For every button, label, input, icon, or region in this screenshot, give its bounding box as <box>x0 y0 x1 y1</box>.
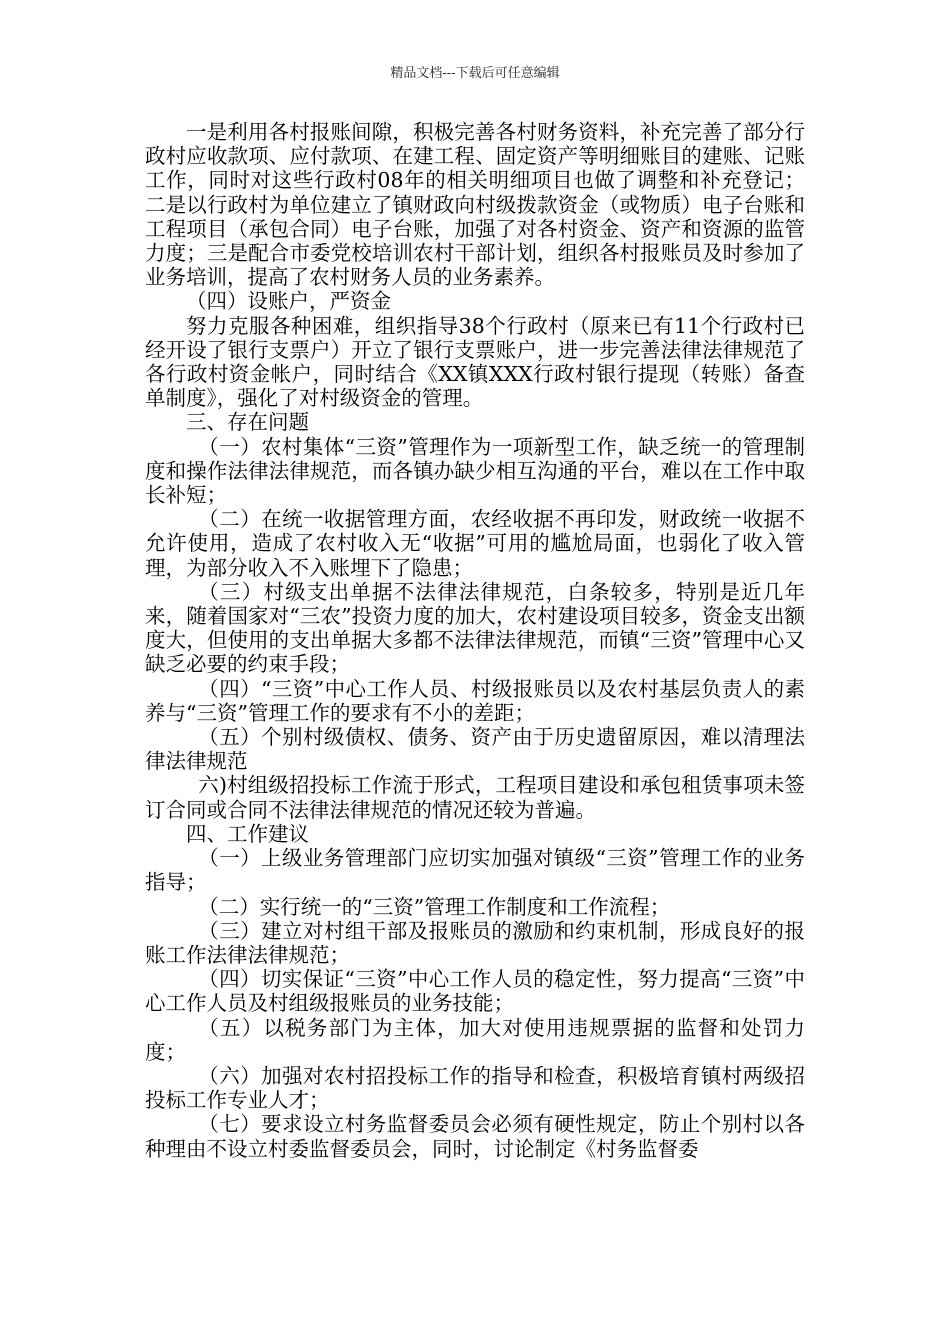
suggestion-item-5: （五）以税务部门为主体，加大对使用违规票据的监督和处罚力度； <box>145 1015 805 1064</box>
section-heading-4: （四）设账户，严资金 <box>186 289 391 314</box>
problem-item-1: （一）农村集体“三资”管理作为一项新型工作，缺乏统一的管理制度和操作法律法律规范，而各镇办缺少相互沟通的平台，难以在工作中取长补短； <box>145 434 805 508</box>
suggestion-item-6: （六）加强对农村招投标工作的指导和检查，积极培育镇村两级招投标工作专业人才； <box>145 1063 805 1113</box>
suggestion-item-2: （二）实行统一的“三资”管理工作制度和工作流程； <box>198 894 671 919</box>
problem-item-2: （二）在统一收据管理方面，农经收据不再印发，财政统一收据不允许使用，造成了农村收入无“收据”可用的尴尬局面，也弱化了收入管理，为部分收入不入账埋下了隐患； <box>145 507 805 580</box>
suggestion-item-3: （三）建立对村组干部及报账员的激励和约束机制，形成良好的报账工作法律法律规范； <box>145 918 805 967</box>
page-header: 精品文档---下载后可任意编辑 <box>390 66 560 81</box>
problem-item-5: （五）个别村级债权、债务、资产由于历史遗留原因，难以清理法律法律规范 <box>145 725 805 774</box>
suggestion-item-1: （一）上级业务管理部门应切实加强对镇级“三资”管理工作的业务指导； <box>145 846 805 895</box>
section-heading-problems: 三、存在问题 <box>186 410 309 435</box>
suggestion-item-4: （四）切实保证“三资”中心工作人员的稳定性，努力提高“三资”中心工作人员及村组级报账员的业务技能； <box>145 967 805 1016</box>
paragraph-1: 一是利用各村报账间隙，积极完善各村财务资料，补充完善了部分行政村应收款项、应付款项、在建工程、固定资产等明细账目的建账、记账工作，同时对这些行政村08年的相关明细项目也做了调整和补充登记；二是以行政村为单位建立了镇财政向村级拨款资金（或物质）电子台账和工程项目（承包合同）电子台账，加强了对各村资金、资产和资源的监管力度；三是配合市委党校培训农村干部计划，组织各村报账员及时参加了业务培训，提高了农村财务人员的业务素养。 <box>145 120 805 290</box>
problem-item-4: （四）“三资”中心工作人员、村级报账员以及农村基层负责人的素养与“三资”管理工作的要求有不小的差距； <box>145 676 805 725</box>
document-body <box>145 120 805 1161</box>
paragraph-accounts: 努力克服各种困难，组织指导38个行政村（原来已有11个行政村已经开设了银行支票户）开立了银行支票账户，进一步完善法律法律规范了各行政村资金帐户，同时结合《XX镇XXX行政村银行提现（转账）备查单制度》，强化了对村级资金的管理。 <box>145 313 805 411</box>
section-heading-suggestions: 四、工作建议 <box>186 821 309 846</box>
problem-item-6: 六)村组级招投标工作流于形式，工程项目建设和承包租赁事项未签订合同或合同不法律法律规范的情况还较为普遍。 <box>145 773 805 822</box>
problem-item-3: （三）村级支出单据不法律法律规范，白条较多，特别是近几年来，随着国家对“三农”投资力度的加大，农村建设项目较多，资金支出额度大，但使用的支出单据大多都不法律法律规范，而镇“三资”管理中心又缺乏必要的约束手段； <box>145 579 805 677</box>
suggestion-item-7: （七）要求设立村务监督委员会必须有硬性规定，防止个别村以各种理由不设立村委监督委员会，同时，讨论制定《村务监督委 <box>145 1112 805 1161</box>
